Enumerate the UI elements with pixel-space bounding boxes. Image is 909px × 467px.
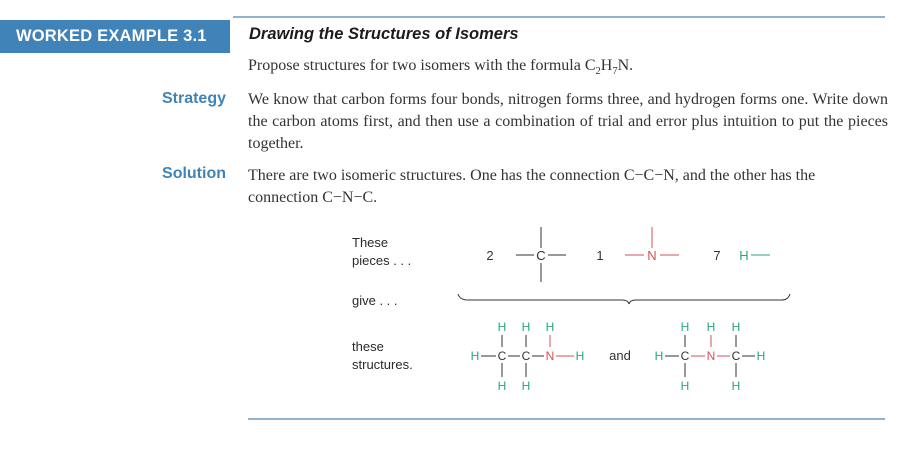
- hydrogen-count: 7: [713, 248, 721, 263]
- s1-c2: C: [521, 349, 531, 363]
- s2-h-bottom-1: H: [680, 379, 690, 393]
- isomer-ethylamine: [471, 320, 585, 393]
- caption-pieces-line2: pieces . . .: [352, 253, 412, 268]
- s1-n: N: [545, 349, 555, 363]
- s2-h-bottom-2: H: [731, 379, 741, 393]
- s1-h-bottom-2: H: [521, 379, 531, 393]
- caption-pieces-line1: These: [352, 235, 389, 250]
- isomer-dimethylamine: [655, 320, 766, 393]
- hydrogen-symbol: H: [739, 248, 749, 263]
- caption-give: give . . .: [352, 293, 398, 308]
- structure-diagram: [330, 222, 810, 393]
- s2-h-top-2: H: [706, 320, 716, 334]
- brace: [458, 294, 790, 304]
- s1-h-bottom-1: H: [497, 379, 507, 393]
- nitrogen-piece: [596, 227, 679, 263]
- and-word: and: [609, 348, 631, 363]
- carbon-symbol: C: [536, 248, 546, 263]
- top-rule: [233, 16, 885, 18]
- formula-subscript-hydrogen: 7: [612, 66, 618, 78]
- strategy-label: Strategy: [161, 90, 226, 107]
- example-title: Drawing the Structures of Isomers: [249, 25, 519, 43]
- s1-h-top-3: H: [545, 320, 555, 334]
- bottom-rule: [248, 418, 885, 420]
- strategy-text: We know that carbon forms four bonds, nitrogen forms three, and hydrogen forms one. Write down the carbon atoms first, and then use a combination of trial and error plus intuition to put the pieces together.: [248, 91, 888, 152]
- nitrogen-count: 1: [596, 248, 604, 263]
- nitrogen-symbol: N: [647, 248, 657, 263]
- s2-h-right: H: [756, 349, 766, 363]
- s2-c1: C: [680, 349, 690, 363]
- s2-n: N: [706, 349, 716, 363]
- formula-hydrogen: H: [600, 57, 613, 74]
- s2-h-left: H: [654, 349, 664, 363]
- s1-h-top-2: H: [521, 320, 531, 334]
- isomer-figure: [330, 222, 810, 393]
- problem-text: Propose structures for two isomers with the formula C: [248, 57, 596, 74]
- caption-structures-line2: structures.: [352, 357, 413, 372]
- formula-nitrogen: N.: [617, 57, 634, 74]
- s1-h-top-1: H: [497, 320, 507, 334]
- s1-h-right: H: [575, 349, 585, 363]
- s2-h-top-3: H: [731, 320, 741, 334]
- hydrogen-piece: [713, 248, 770, 263]
- carbon-piece: [486, 227, 566, 282]
- s2-c2: C: [731, 349, 741, 363]
- carbon-count: 2: [486, 248, 494, 263]
- solution-text: There are two isomeric structures. One has the connection C−C−N, and the other has the connection C−N−C.: [248, 167, 816, 206]
- s1-c1: C: [497, 349, 507, 363]
- s1-h-left: H: [470, 349, 480, 363]
- solution-label: Solution: [162, 165, 226, 182]
- s2-h-top-1: H: [680, 320, 690, 334]
- problem-statement: [248, 55, 888, 77]
- formula-subscript-carbon: 2: [595, 66, 601, 78]
- worked-example-tag: WORKED EXAMPLE 3.1: [0, 20, 230, 53]
- caption-structures-line1: these: [352, 339, 384, 354]
